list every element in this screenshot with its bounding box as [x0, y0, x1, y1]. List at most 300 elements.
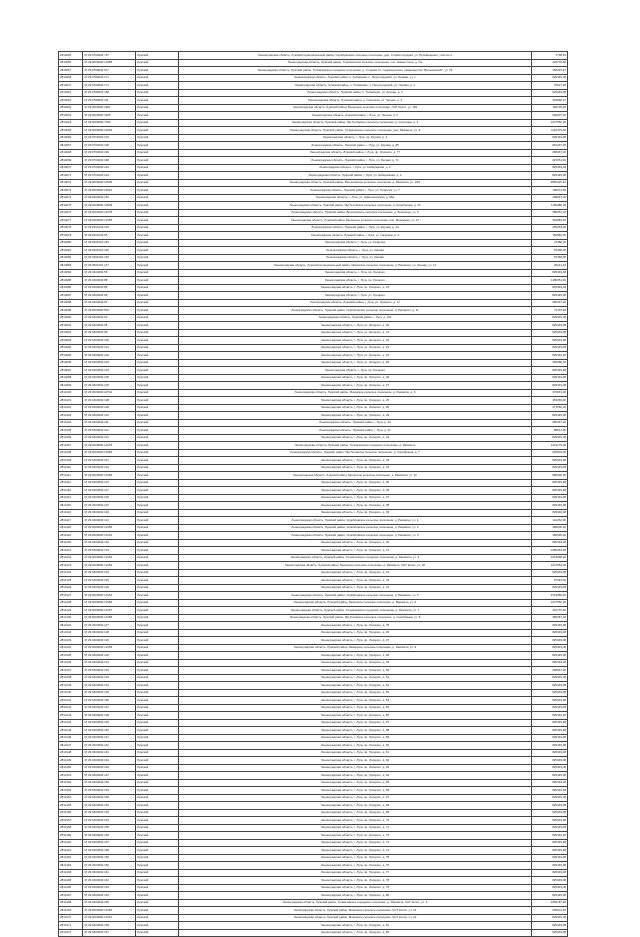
district-cell: Лужский [136, 607, 179, 615]
cadastral-number-cell: 47:29:0403002:157 [83, 839, 136, 847]
cadastral-number-cell: 47:29:0403002:106 [83, 382, 136, 390]
address-cell: Ленинградская область, Лужский муниципальный район, Мшинское сельское поселение, д. Раковичи, ул. Лесная, уч. 11 [179, 262, 532, 270]
value-cell: 280167,00 [532, 299, 568, 307]
address-cell: Ленинградская область, г. Луга, пр. Урицкого, д. 77 [179, 869, 532, 877]
table-row [59, 802, 568, 810]
record-id-cell: 2814114 [59, 494, 83, 502]
district-cell: Лужский [136, 202, 179, 210]
record-id-cell: 2814072 [59, 179, 83, 187]
cadastral-number-cell: 47:29:0403002:135 [83, 689, 136, 697]
value-cell: 1190986,00 [532, 202, 568, 210]
table-row [59, 337, 568, 345]
value-cell: 298067,00 [532, 194, 568, 202]
district-cell: Лужский [136, 854, 179, 862]
value-cell: 7738,93 [532, 52, 568, 60]
value-cell: 1037552,00 [532, 119, 568, 127]
cadastral-number-cell: 47:29:0403002:164 [83, 892, 136, 900]
record-id-cell: 2814107 [59, 442, 83, 450]
district-cell: Лужский [136, 472, 179, 480]
address-cell: Ленинградская область, г. Луга, пр. Урицкого, д. 82 [179, 929, 532, 937]
address-cell: Ленинградская область, г. Луга, ул. Урицкого, д. 20 [179, 322, 532, 330]
cadastral-number-cell: 47:29:0403002:142 [83, 742, 136, 750]
value-cell: 30221,03 [532, 262, 568, 270]
address-cell: Ленинградская область, Лужский район, Мшинское сельское поселение, д. Раковичи, д. 5 [179, 389, 532, 397]
district-cell: Лужский [136, 674, 179, 682]
district-cell: Лужский [136, 82, 179, 90]
table-row [59, 562, 568, 570]
value-cell: 825449,08 [532, 802, 568, 810]
district-cell: Лужский [136, 239, 179, 247]
value-cell: 226803,00 [532, 449, 568, 457]
district-cell: Лужский [136, 637, 179, 645]
record-id-cell: 2814123 [59, 562, 83, 570]
record-id-cell: 2814079 [59, 232, 83, 240]
table-row [59, 479, 568, 487]
record-id-cell: 2814152 [59, 779, 83, 787]
address-cell: Ленинградская область, Лужский район, Толмачевское городское поселение, д. Раковичи, уч. 7 [179, 607, 532, 615]
record-id-cell: 2814133 [59, 637, 83, 645]
record-id-cell: 2814127 [59, 592, 83, 600]
district-cell: Лужский [136, 247, 179, 255]
address-cell: Ленинградская область, Лужский район, г. Луга, ул. Гагарина, д. 3 [179, 232, 532, 240]
value-cell: 370843,00 [532, 389, 568, 397]
cadastral-number-cell: 47:29:0403002:140 [83, 727, 136, 735]
address-cell: Ленинградская область, Лужский район, Ям-Тесовское сельское поселение, д. Серебрянка, д. 12 [179, 202, 532, 210]
cadastral-number-cell: 47:29:0403002:165 [83, 899, 136, 907]
value-cell: 97021,00 [532, 577, 568, 585]
table-row [59, 772, 568, 780]
address-cell: Ленинградская область, г. Луга, пр. Урицкого, д. 50 [179, 667, 532, 675]
address-cell: Ленинградская область, Лужский район, Мшинское сельское поселение, д. Раковичи, уч. 6 [179, 599, 532, 607]
cadastral-number-cell: 47:29:0403002:133 [83, 674, 136, 682]
cadastral-number-cell: 47:29:0403002:98 [83, 322, 136, 330]
table-row [59, 217, 568, 225]
table-row [59, 599, 568, 607]
district-cell: Лужский [136, 622, 179, 630]
cadastral-number-cell: 47:29:0403002:125 [83, 577, 136, 585]
district-cell: Лужский [136, 562, 179, 570]
record-id-cell: 2814159 [59, 832, 83, 840]
value-cell: 291770,00 [532, 607, 568, 615]
value-cell: 825449,08 [532, 539, 568, 547]
record-id-cell: 2814149 [59, 757, 83, 765]
value-cell: 9560325,92 [532, 179, 568, 187]
table-row [59, 524, 568, 532]
district-cell: Лужский [136, 734, 179, 742]
district-cell: Лужский [136, 157, 179, 165]
address-cell: Ленинградская область, Лужский район, п. Толмачево, п. Петроградский, ул. Первая, д. 2 [179, 82, 532, 90]
value-cell: 825449,08 [532, 809, 568, 817]
table-row [59, 292, 568, 300]
record-id-cell: 2814088 [59, 299, 83, 307]
address-cell: Ленинградская область, Лужский район, г. Луга, ул. Набережная, д. 4 [179, 172, 532, 180]
address-cell: Ленинградская область, г. Луга, пр. Урицкого [179, 277, 532, 285]
table-row [59, 209, 568, 217]
cadastral-number-cell: 47:29:0403002:130 [83, 652, 136, 660]
value-cell: 271550,00 [532, 404, 568, 412]
value-cell: 1037552,00 [532, 562, 568, 570]
cadastral-number-cell: 47:29:0403002:105 [83, 374, 136, 382]
table-row [59, 832, 568, 840]
record-id-cell: 2814069 [59, 157, 83, 165]
record-id-cell: 2814136 [59, 659, 83, 667]
table-row [59, 862, 568, 870]
table-row [59, 682, 568, 690]
value-cell: 825449,08 [532, 487, 568, 495]
record-id-cell: 2814098 [59, 374, 83, 382]
table-row [59, 299, 568, 307]
district-cell: Лужский [136, 284, 179, 292]
table-row [59, 367, 568, 375]
record-id-cell: 2814073 [59, 187, 83, 195]
district-cell: Лужский [136, 494, 179, 502]
district-cell: Лужский [136, 667, 179, 675]
district-cell: Лужский [136, 614, 179, 622]
value-cell: 825449,08 [532, 412, 568, 420]
address-cell: Ленинградская область, г. Луга, ул. Нижегородская, д. 65а [179, 194, 532, 202]
value-cell: 825449,08 [532, 892, 568, 900]
record-id-cell: 2814094 [59, 344, 83, 352]
value-cell: 89512,00 [532, 427, 568, 435]
value-cell: 825449,08 [532, 374, 568, 382]
table-row [59, 464, 568, 472]
record-id-cell: 2814135 [59, 652, 83, 660]
table-row [59, 877, 568, 885]
address-cell: Ленинградская область, Лужский район, Ям-Тесовское сельское поселение, д. Сорочина, д. 3 [179, 119, 532, 127]
record-id-cell: 2814081 [59, 89, 83, 97]
address-cell: Ленинградская область, г. Луга, пр. Урицкого, д. 44 [179, 584, 532, 592]
cadastral-number-cell: 47:29:0000000:13161 [83, 914, 136, 922]
table-row [59, 892, 568, 900]
table-row [59, 502, 568, 510]
address-cell: Ленинградская область, г. Луга, пр. Урицкого, д. 51 [179, 674, 532, 682]
district-cell: Лужский [136, 59, 179, 67]
district-cell: Лужский [136, 787, 179, 795]
district-cell: Лужский [136, 892, 179, 900]
cadastral-number-cell: 47:29:0000000:13155 [83, 217, 136, 225]
record-id-cell: 2814062 [59, 104, 83, 112]
table-row [59, 104, 568, 112]
value-cell: 825449,08 [532, 352, 568, 360]
address-cell: Ленинградская область, г. Луга, пр. Урицкого, д. 65 [179, 779, 532, 787]
table-row [59, 284, 568, 292]
record-id-cell: 2814108 [59, 449, 83, 457]
table-row [59, 397, 568, 405]
value-cell: 825449,08 [532, 464, 568, 472]
record-id-cell: 2814129 [59, 607, 83, 615]
value-cell: 825449,08 [532, 862, 568, 870]
cadastral-number-cell: 47:29:0403002:109 [83, 404, 136, 412]
record-id-cell: 2814168 [59, 899, 83, 907]
record-id-cell: 2814106 [59, 434, 83, 442]
cadastral-number-cell: 47:29:0301002:55 [83, 232, 136, 240]
district-cell: Лужский [136, 352, 179, 360]
cadastral-number-cell: 47:29:0000000:13178 [83, 209, 136, 217]
cadastral-number-cell: 47:29:0000000:13179 [83, 442, 136, 450]
cadastral-number-cell: 47:29:0000000:13180 [83, 472, 136, 480]
address-cell: Ленинградская область, Лужский район, Мшинское сельское поселение, д. Раковичи, уч. 9 [179, 644, 532, 652]
value-cell: 825449,08 [532, 344, 568, 352]
value-cell: 825449,08 [532, 682, 568, 690]
cadastral-number-cell: 47:29:0403002:117 [83, 487, 136, 495]
record-id-cell: 2814118 [59, 524, 83, 532]
district-cell: Лужский [136, 442, 179, 450]
district-cell: Лужский [136, 307, 179, 315]
record-id-cell: 2814095 [59, 352, 83, 360]
district-cell: Лужский [136, 209, 179, 217]
address-cell: Ленинградская область, Лужский район, г. Луга, пр. Урицкого, д. 77 [179, 149, 532, 157]
address-cell: Ленинградская область, г. Луга, пр. Урицкого, д. 49 [179, 659, 532, 667]
record-id-cell: 2814120 [59, 539, 83, 547]
value-cell: 165136,09 [532, 104, 568, 112]
record-id-cell: 2814148 [59, 749, 83, 757]
record-id-cell: 2814161 [59, 847, 83, 855]
table-row [59, 269, 568, 277]
record-id-cell: 2814075 [59, 202, 83, 210]
cadastral-number-cell: 47:29:0403002:81 [83, 299, 136, 307]
value-cell: 825449,08 [532, 382, 568, 390]
record-id-cell: 2814113 [59, 487, 83, 495]
record-id-cell: 2814065 [59, 52, 83, 60]
record-id-cell: 2814067 [59, 142, 83, 150]
record-id-cell: 2814082 [59, 254, 83, 262]
table-row [59, 449, 568, 457]
cadastral-number-cell: 47:29:0403002:88 [83, 284, 136, 292]
district-cell: Лужский [136, 659, 179, 667]
value-cell: 37468,00 [532, 239, 568, 247]
value-cell: 260607,00 [532, 112, 568, 120]
table-row [59, 629, 568, 637]
district-cell: Лужский [136, 179, 179, 187]
cadastral-number-cell: 47:29:0000000:13150 [83, 524, 136, 532]
table-row [59, 749, 568, 757]
cadastral-number-cell: 47:29:0780002:180 [83, 89, 136, 97]
cadastral-number-cell: 47:29:0000000:10509 [83, 179, 136, 187]
record-id-cell: 2814070 [59, 164, 83, 172]
value-cell: 825449,08 [532, 832, 568, 840]
district-cell: Лужский [136, 524, 179, 532]
district-cell: Лужский [136, 329, 179, 337]
table-row [59, 352, 568, 360]
cadastral-number-cell: 47:29:0704002:198 [83, 157, 136, 165]
table-row [59, 809, 568, 817]
table-row [59, 794, 568, 802]
cadastral-number-cell: 47:29:0403002:116 [83, 479, 136, 487]
table-row [59, 307, 568, 315]
cadastral-number-cell: 47:29:0000000:7330 [83, 119, 136, 127]
record-id-cell: 2814099 [59, 382, 83, 390]
table-row [59, 854, 568, 862]
record-id-cell: 2814110 [59, 464, 83, 472]
district-cell: Лужский [136, 532, 179, 540]
record-id-cell: 2814132 [59, 629, 83, 637]
address-cell: Ленинградская область, г. Луга, пр. Урицкого, д. 43 [179, 577, 532, 585]
district-cell: Лужский [136, 779, 179, 787]
district-cell: Лужский [136, 509, 179, 517]
cadastral-number-cell: 47:29:0403002:161 [83, 869, 136, 877]
address-cell: Ленинградская область, Лужский район, г. Луга, ул. Кирова, д. 65 [179, 142, 532, 150]
table-row [59, 194, 568, 202]
value-cell: 280367,00 [532, 419, 568, 427]
record-id-cell: 2814126 [59, 584, 83, 592]
district-cell: Лужский [136, 232, 179, 240]
record-id-cell: 2814142 [59, 704, 83, 712]
district-cell: Лужский [136, 134, 179, 142]
cadastral-number-cell: 47:29:0403002:158 [83, 847, 136, 855]
address-cell: Ленинградская область, г. Луга, пр. Урицкого, д. 53 [179, 689, 532, 697]
table-row [59, 584, 568, 592]
value-cell: 196974,66 [532, 187, 568, 195]
table-row [59, 614, 568, 622]
district-cell: Лужский [136, 742, 179, 750]
district-cell: Лужский [136, 517, 179, 525]
cadastral-number-cell: 47:29:0000000:13385 [83, 59, 136, 67]
address-cell: Ленинградская область, г. Луга, пр. Урицкого, д. 78 [179, 877, 532, 885]
record-id-cell: 2814117 [59, 517, 83, 525]
record-id-cell: 2814139 [59, 682, 83, 690]
address-cell: Ленинградская область, г. Луга, пр. Урицкого, д. 68 [179, 802, 532, 810]
district-cell: Лужский [136, 884, 179, 892]
value-cell: 150882,00 [532, 232, 568, 240]
value-cell: 825449,08 [532, 922, 568, 930]
cadastral-number-cell: 47:29:0703002:747 [83, 52, 136, 60]
record-id-cell: 2814121 [59, 547, 83, 555]
value-cell: 825449,08 [532, 704, 568, 712]
district-cell: Лужский [136, 382, 179, 390]
address-cell: Ленинградская область, г. Луга, пр. Урицкого, д. 28 [179, 404, 532, 412]
cadastral-number-cell: 47:29:0000000:13159 [83, 644, 136, 652]
record-id-cell: 2814083 [59, 262, 83, 270]
record-id-cell: 2814077 [59, 217, 83, 225]
table-row [59, 254, 568, 262]
address-cell: Ленинградская область, г. Луга, ул. Урицкого, д. 25 [179, 359, 532, 367]
table-row [59, 839, 568, 847]
table-row [59, 487, 568, 495]
address-cell: Ленинградская область, г. Луга, пр. Урицкого, д. 72 [179, 832, 532, 840]
cadastral-number-cell: 47:29:0403002:110 [83, 412, 136, 420]
value-cell: 825449,08 [532, 764, 568, 772]
table-row [59, 74, 568, 82]
record-id-cell: 2814124 [59, 569, 83, 577]
value-cell: 586300,00 [532, 472, 568, 480]
value-cell: 345868,07 [532, 97, 568, 105]
district-cell: Лужский [136, 869, 179, 877]
cadastral-number-cell: 47:29:0403002:112 [83, 427, 136, 435]
district-cell: Лужский [136, 314, 179, 322]
record-id-cell: 2814116 [59, 509, 83, 517]
cadastral-number-cell: 47:29:0000000:13160 [83, 907, 136, 915]
cadastral-number-cell: 47:29:0403002:127 [83, 622, 136, 630]
cadastral-number-cell: 47:29:0780002:111 [83, 97, 136, 105]
district-cell: Лужский [136, 344, 179, 352]
record-id-cell: 2814092 [59, 329, 83, 337]
district-cell: Лужский [136, 689, 179, 697]
cadastral-number-cell: 47:29:0000000:13151 [83, 532, 136, 540]
value-cell: 380057,18 [532, 614, 568, 622]
district-cell: Лужский [136, 749, 179, 757]
district-cell: Лужский [136, 374, 179, 382]
district-cell: Лужский [136, 427, 179, 435]
district-cell: Лужский [136, 224, 179, 232]
district-cell: Лужский [136, 404, 179, 412]
cadastral-number-cell: 47:29:0403002:124 [83, 569, 136, 577]
record-id-cell: 2814087 [59, 292, 83, 300]
district-cell: Лужский [136, 164, 179, 172]
cadastral-number-cell: 47:29:0301002:145 [83, 247, 136, 255]
table-row [59, 667, 568, 675]
record-id-cell: 2814151 [59, 772, 83, 780]
value-cell: 825449,08 [532, 172, 568, 180]
district-cell: Лужский [136, 262, 179, 270]
table-row [59, 764, 568, 772]
cadastral-number-cell: 47:29:0403002:160 [83, 862, 136, 870]
district-cell: Лужский [136, 809, 179, 817]
table-row [59, 547, 568, 555]
value-cell: 300689,00 [532, 359, 568, 367]
land-plots-table [58, 51, 568, 937]
cadastral-number-cell: 47:29:0780002:171 [83, 74, 136, 82]
record-id-cell: 2814128 [59, 599, 83, 607]
value-cell: 625449,08 [532, 89, 568, 97]
address-cell: Ленинградская область, г. Луга, пр. Урицкого, д. 15 [179, 284, 532, 292]
table-row [59, 922, 568, 930]
table-row [59, 817, 568, 825]
value-cell: 825449,08 [532, 839, 568, 847]
value-cell: 825449,08 [532, 659, 568, 667]
address-cell: Ленинградская область, г. Луга, пр. Урицкого, д. 39 [179, 509, 532, 517]
record-id-cell: 2814140 [59, 689, 83, 697]
value-cell: 825449,08 [532, 719, 568, 727]
district-cell: Лужский [136, 584, 179, 592]
table-row [59, 539, 568, 547]
value-cell: 825449,08 [532, 914, 568, 922]
record-id-cell: 2814162 [59, 854, 83, 862]
record-id-cell: 2814130 [59, 614, 83, 622]
value-cell: 825449,08 [532, 877, 568, 885]
district-cell: Лужский [136, 824, 179, 832]
district-cell: Лужский [136, 194, 179, 202]
record-id-cell: 2814146 [59, 734, 83, 742]
value-cell: 825449,08 [532, 652, 568, 660]
table-row [59, 359, 568, 367]
cadastral-number-cell: 47:29:0403002:129 [83, 637, 136, 645]
table-row [59, 134, 568, 142]
cadastral-number-cell: 47:29:0403002:166 [83, 922, 136, 930]
address-cell: Ленинградская область, г. Луга, пр. Урицкого, д. 75 [179, 854, 532, 862]
cadastral-number-cell: 47:29:0780002:517 [83, 67, 136, 75]
address-cell: Ленинградская область, Лужский район, Мшинское сельское поселение, пос. Мшинская, уч. 27 [179, 217, 532, 225]
record-id-cell: 2814153 [59, 787, 83, 795]
table-row [59, 824, 568, 832]
address-cell: Ленинградская область, г. Луга, ул. Кирова [179, 254, 532, 262]
district-cell: Лужский [136, 449, 179, 457]
district-cell: Лужский [136, 764, 179, 772]
district-cell: Лужский [136, 74, 179, 82]
record-id-cell: 2814112 [59, 479, 83, 487]
record-id-cell: 2814078 [59, 224, 83, 232]
address-cell: Ленинградская область, Лужский район, Торковичское сельское поселение, пос. Новые Сели, д. б/н [179, 59, 532, 67]
address-cell: Ленинградская область, Лужский район, г. Луга, д. 30 [179, 419, 532, 427]
address-cell: Ленинградская область, г. Луга, пр. Урицкого, д. 80 [179, 892, 532, 900]
table-row [59, 659, 568, 667]
record-id-cell: 2814150 [59, 764, 83, 772]
address-cell: Ленинградская область, г. Луга, пр. Урицкого, д. 38 [179, 502, 532, 510]
value-cell: 1085083,00 [532, 547, 568, 555]
address-cell: Ленинградская область, Лужский район, Толмачевское городское поселение, д. Старова с/т, садоводческое товарищество "Вольнинский", уч. 79 [179, 67, 532, 75]
address-cell: Ленинградская область, г. Луга, пр. Урицкого, д. 32 [179, 434, 532, 442]
cadastral-number-cell: 47:29:0403002:155 [83, 824, 136, 832]
cadastral-number-cell: 47:29:0000000:10744 [83, 389, 136, 397]
